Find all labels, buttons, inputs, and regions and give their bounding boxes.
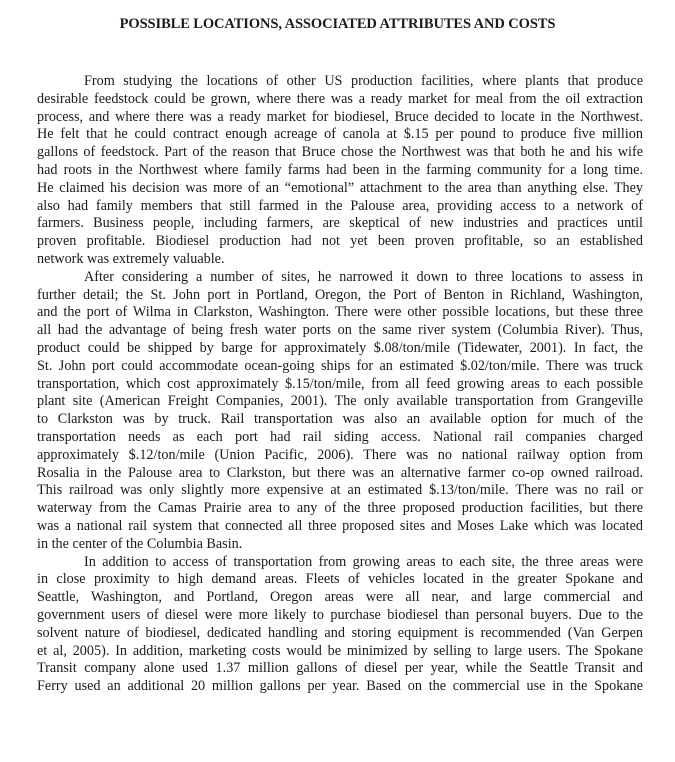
- text-line: This railroad was only slightly more expensive at an estimated $.13/ton/mile. There was no rail or: [37, 482, 643, 499]
- paragraph: [37, 554, 643, 696]
- text-line: et al, 2005). In addition, marketing costs would be minimized by selling to large users. The Spokane: [37, 642, 643, 659]
- text-line: transportation, which cost approximately $.15/ton/mile, from all feed growing areas to each possible: [37, 375, 643, 392]
- text-line: From studying the locations of other US production facilities, where plants that produce: [84, 73, 643, 89]
- text-line: gallons of feedstock. Part of the reason that Bruce chose the Northwest was that both he and his wife: [37, 144, 643, 161]
- text-line: In addition to access of transportation from growing areas to each site, the three areas were: [84, 553, 643, 570]
- paragraph: [37, 269, 643, 554]
- text-line: Transit company alone used 1.37 million gallons of diesel per year, while the Seattle Transit and: [37, 660, 643, 677]
- text-line: Ferry used an additional 20 million gallons per year. Based on the commercial use in the Spokane: [37, 678, 643, 695]
- text-line: Seattle, Washington, and Portland, Oregon areas were all near, and large commercial and: [37, 589, 643, 606]
- text-line: in close proximity to high demand areas. Fleets of vehicles located in the greater Spokane and: [37, 571, 643, 588]
- text-line: Rosalia in the Palouse area to Clarkston, but there was an alternative farmer co-op owned railroad.: [37, 464, 643, 481]
- text-line: St. John port could accommodate ocean-going ships for an estimated $.02/ton/mile. There was truck: [37, 357, 643, 374]
- text-line: desirable feedstock could be grown, where there was a ready market for meal from the oil extraction: [37, 90, 643, 107]
- text-line: solvent nature of biodiesel, dedicated handling and storing equipment is recommended (Van Gerpen: [37, 624, 643, 641]
- paragraph: [37, 73, 643, 269]
- text-line: product could be shipped by barge for approximately $.08/ton/mile (Tidewater, 2001). In fact, the: [37, 339, 643, 356]
- text-line: all had the advantage of being fresh water ports on the same river system (Columbia River). Thus,: [37, 322, 643, 339]
- text-line: waterway from the Camas Prairie area to any of the three proposed production facilities, but there: [37, 500, 643, 517]
- text-line: was a national rail system that connected all three proposed sites and Moses Lake which was located: [37, 517, 643, 534]
- text-line: farmers. Business people, including farmers, are skeptical of new industries and practices until: [37, 215, 643, 232]
- text-line: also had family members that still farmed in the Palouse area, providing access to a network of: [37, 197, 643, 214]
- text-line: He felt that he could contract enough acreage of canola at $.15 per pound to produce five million: [37, 126, 643, 143]
- text-line: After considering a number of sites, he narrowed it down to three locations to assess in: [84, 268, 643, 285]
- text-line: approximately $.12/ton/mile (Union Pacific, 2006). There was no national railway option from: [37, 446, 643, 463]
- text-line: to Clarkston was by truck. Rail transportation was also an available option for much of the: [37, 411, 643, 428]
- text-line: in the center of the Columbia Basin.: [37, 535, 243, 552]
- text-line: transportation needs as each port had rail siding access. National rail companies charged: [37, 428, 643, 445]
- text-line: and the port of Wilma in Clarkston, Washington. There were other possible locations, but these three: [37, 304, 643, 321]
- text-line: plant site (American Freight Companies, 2001). The only available transportation from Grangeville: [37, 393, 643, 410]
- text-line: process, and where there was a ready market for biodiesel, Bruce decided to locate in the Northwest.: [37, 108, 643, 125]
- text-line: had roots in the Northwest where family farms had been in the farming community for a long time.: [37, 161, 643, 178]
- text-line: network was extremely valuable.: [37, 250, 225, 267]
- text-line: government users of diesel were more likely to purchase biodiesel than personal buyers. Due to the: [37, 606, 643, 623]
- text-line: proven profitable. Biodiesel production had not yet been proven profitable, so an established: [37, 233, 643, 250]
- text-line: further detail; the St. John port in Portland, Oregon, the Port of Benton in Richland, Washington,: [37, 286, 643, 303]
- section-title: POSSIBLE LOCATIONS, ASSOCIATED ATTRIBUTES AND COSTS: [119, 16, 556, 32]
- document-body: [37, 73, 643, 696]
- text-line: He claimed his decision was more of an “emotional” attachment to the area than anything else. They: [37, 179, 643, 196]
